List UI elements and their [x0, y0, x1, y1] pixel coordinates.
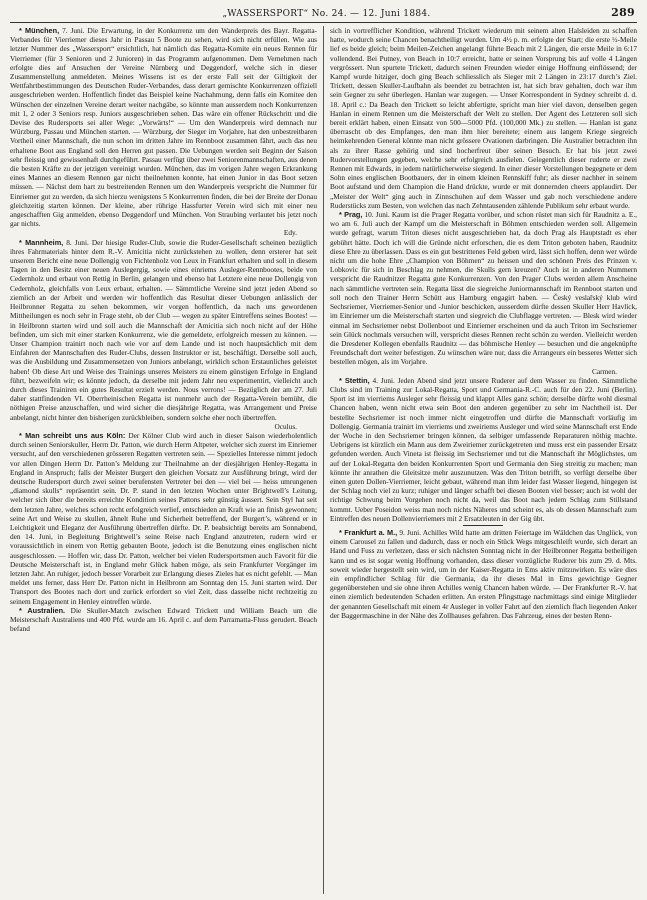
- article-stettin: [330, 376, 637, 523]
- article-body-prag: 10. Juni. Kaum ist die Prager Regatta vorüber, und schon rüstet man sich für Raudnitz a. E., wo am 6. Juli auch der Kampf um die Meisterschaft in Böhmen entschieden werden soll. Allgemein wurde gefragt, warum Triton dieses nicht ausgeschrieben hat, da doch Prag als Hauptstadt es eher gebührt hätte. Doch ich will die Gründe nicht erforschen, die es dem Triton geboten haben, Raudnitz diese Ehre zu überlassen. Dass es ein gut bestrittenes Feld geben wird, lässt sich hoffen, denn wer würde nicht um die hohe Ehre „Champion von Böhmen“ zu heissen und den schönen Preis des Prinzen v. Lobkovic für sich in Beschlag zu nehmen, die Skulls gern kreuzen? Auch ist in anderen Nummern verspricht die Raudnitzer Regatta gute Konkurrenzen. Von den Prager Clubs werden allem Anscheine nach sämmtliche vertreten sein. Regatta lässt die siegreiche Juniormannschaft im Rennboot starten und soll noch den Trainer Herrn Schütt aus Hamburg engagirt haben. — Český veslařský klub wird Sechsriemer, Vierriemer-Senior und -Junior beschicken, ausserdem dürfte dessen Skuller Herr Havlíck, im Einriemer um die Meisterschaft starten und siegreich die Clubflagge vertreten. — Blesk wird wieder einmal im Sechsriemer nebst Dollenboot und Einriemer erscheinen und da auch Triton im Sechsriemer sein Glück nochmals versuchen will, verspricht dieses Rennen recht schön zu werden. Vielleicht werden die Dresdener Kollegen ebenfalls Raudnitz — das böhmische Henley — besuchen und die angeknüpfte Freundschaft dort weiter befestigen. Zu wünschen wäre nur, dass die Arrangeurs ein besseres Wetter sich bestellen mögen, als im Vorjahre.: [329, 210, 637, 367]
- article-body-australien: Die Skuller-Match zwischen Edward Trickett und William Beach um die Meisterschaft Australiens und 400 Pfd. wurde am 16. April c. auf dem Parramatta-Fluss gerudert. Beach befand: [10, 605, 317, 634]
- article-australien: [10, 606, 317, 634]
- article-body-mannheim: 8. Juni. Der hiesige Ruder-Club, sowie die Ruder-Gesellschaft scheinen bezüglich ihres Fahrmaterials hinter dem R.-V. Amicitia nicht zurückstehen zu wollen, denn ersterer hat seit unserem Bericht eine neue Dollengig von Fichtenholz von Leux in Frankfurt erhalten und soll in diesem Tagen in den Besitz einer neuen Auslegergig, sowie eines einriems Ausleger-Rennbootes, beide von Cedernholz und erbaut von Rettig in Berlin, gelangen und ebenso hat Letztere eine neue Dollengig von Cedernholz, gleichfalls von Leux erbaut, erhalten. — Sämmtliche Vereine sind jetzt jeden Abend so ziemlich an der Arbeit und werden wir hoffentlich das Resultat dieser Uebungen anlässlich der Heilbronner Regatta zu sehen bekommen, wir vorgen hoffentlich, da nach uns gewordenen Mittheilungen es noch sehr in Frage steht, ob der Club — wegen zu später Eintreffens seines Bootes! — in Heilbronn starten wird und soll auch die Mannschaft der Amicitia sich noch nicht auf der Höhe befinden, um sich mit einer starken Konkurrenz, wie die gemeldete, erfolgreich messen zu können. — Unser Champion trainirt noch nach wie vor auf dem Lande und ist noch hauptsächlich mit dem Einfahren der Mannschaften des Ruder-Clubs, dessen Instruktor er ist, beschäftigt. Derselbe soll auch, was die Ausbildung und Zusammensetzen von Juniors anbelangt, wirklich schon Erstaunliches geleistet haben! Ob diese Art und Weise des Trainings unseres Meisters zu einem günstigen Erfolge in England führt, bezweifeln wir; es könnte jedoch, da derselbe mit jedem Jahr neu experimentirt, vielleicht auch durch dieses Trainiren ein gutes Resultat erzielt werden. Nous verrons! — Bezüglich der am 27. Juli daher stattfindenden VI. Oberrheinischen Regatta ist nunmehr auch der Regatta-Verein bemüht, die nöthigen Preise anzuschaffen, und wird sicher die diesjährige Regatta, was Arrangement und Preise anbelangt, nicht hinter den bisherigen zurückbleiben, sondern solche eher noch übertreffen.: [10, 237, 317, 422]
- article-koeln: [10, 431, 317, 606]
- article-head-stettin: * Stettin,: [338, 375, 370, 385]
- left-column: [10, 26, 317, 894]
- article-head-koeln: * Man schreibt uns aus Köln:: [19, 430, 126, 440]
- article-head-mannheim: * Mannheim,: [19, 237, 64, 247]
- columns: [10, 26, 637, 894]
- article-head-frankfurt: * Frankfurt a. M.,: [338, 527, 398, 537]
- page-number: 289: [611, 6, 635, 19]
- signature-mannheim: Oculus.: [274, 421, 297, 431]
- article-head-muenchen: * München,: [19, 26, 60, 35]
- article-body-frankfurt: 9. Juni. Achilles Wild hatte am dritten Feiertage im Wäldchen das Unglück, von einem Carousel zu fallen und dadurch, dass er noch ein Stück Wegs mitgeschleift wurde, sich derart an Hand und Fuss zu verletzen, dass er sich nächsten Sonntag nicht in der Heilbronner Regatta betheiligen kann und es ist sogar wenig Hoffnung vorhanden, dass dieser vorzügliche Ruderer bis zum 29. d. Mts. soweit wieder hergestellt sein wird, um in der Kaiser-Regatta in Ems aktiv mitzuwirken. Es wäre dies ein empfindlicher Schlag für die Germania, da ihr dieses Mal in Ems gewichtige Gegner gegenüberstehen und sie ohne ihren Achilles wenig Chancen haben würde. — Der Frankfurter R.-V. hat einen ziemlich bedeutenden Schaden erlitten. An ersten Pfingsttage nachmittags sind einige Mitglieder der genannten Gesellschaft mit einem 4r Ausleger in voller Fahrt auf den ziemlich flach liegenden Anker der Baggermaschine in der Nähe des Zollhauses gefahren. Das Fahrzeug, eines der besten Renn-: [329, 527, 637, 620]
- article-muenchen: [10, 26, 317, 228]
- article-prag: [330, 210, 637, 366]
- article-mannheim: [10, 238, 317, 422]
- page-header: [10, 6, 637, 20]
- article-frankfurt: [330, 528, 637, 620]
- article-australien-continued: sich in vortrefflicher Kondition, während Trickett wiederum mit seinem alten Halsleiden zu schaffen hatte, wodurch seine Chancen benachtheiligt wurden. Um 4½ p. m. erfolgte der Start; die erste ½-Meile lief es beide gleich; beim Meilen-Zeichen angelangt führte Beach mit 2 Längen, die erste Meile in 6:17 vollendend. Bei Putney, von Beach in 10:7 erreicht, hatte er seinen Vorsprung bis auf volle 4 Längen vergrössert. Nun spurtete Trickett, dadurch seinen Freunden wieder einige Hoffnung einflössend; der Kampf wurde hitziger, doch ging Beach schliesslich als Sieger mit 2 Längen in 23:17 durch’s Ziel. Trickett, dessen Skuller-Laufbahn als beendet zu betrachten ist, hat sich brav gehalten, doch war ihm sein Gegner zu sehr überlegen. Hanlan war zugegen. — Unser Korrespondent in Sydney schreibt d. d. 18. April c.: Da Beach den Trickett so leicht abfertigte, spricht man hier viel davon, denselben gegen Hanlan in einem Rennen um die Meisterschaft der Welt zu stellen. Der Agent des Letzteren soll sich bereit erklärt haben, einen Einsatz von 500—5000 Pfd. (100,000 Mk.) zu stellen. — Hanlan ist ganz überrascht ob des Empfanges, den man ihm hier bereitete; einem aus langem Kriege siegreich heimkehrenden General könnte man nicht grössere Ovationen darbringen. Die Australier betrachten ihn als zu ihrer Rasse gehörig und sind hocherfreut über seinen Besuch. Er hat bis jetzt zwei Rudervorstellungen gegeben, welche sehr erfolgreich ausfielen. Gelegentlich dieser ruderte er zwei Rennen mit Edwards, in jedem natürlicherweise siegend. In einer dieser Vorstellungen begegnete er dem Sohn eines englischen Bootbauers, der in einem kleinen Rennskiff fuhr; als dieser nachher in seinem Boot aufstand und dem Champion die Hand drückte, wurde er mit donnernden cheers applaudirt. Der „Meister der Welt“ ging auch in Zinnschuhen auf dem Wasser und gab noch verschiedene andere Ruderstücks zum Besten, von welchen das nach Zehntausenden zählende Publikum sehr erbaut wurde.: [329, 26, 637, 210]
- article-body-muenchen: 7. Juni. Die Erwartung, in der Konkurrenz um den Wanderpreis des Bayr. Regatta-Verbandes für Vierriemer dieses Jahr in Passau 5 Boote zu sehen, wird sich nicht erfüllen. Wie aus letzter Nummer des „Wassersport“ ersichtlich, hat nämlich das Regatta-Komite ein neues Rennen für Vierriemer (für 3 Senioren und 2 Junioren) in das Programm aufgenommen. Dem Vernehmen nach erfolgte dies auf Ansuchen der Vereine Nürnberg und Deggendorf, welche sich in dieser Zusammenstellung anmeldeten. Meines Wissens ist es der erste Fall seit der Giltigkeit der Wettfahrtbestimmungen des Deutschen Ruder-Verbandes, dass derart gemischte Konkurrenzen offiziell ausgeschrieben werden. Hoffentlich findet das Beispiel keine Nachahmung, denn falls ein Komitee den Wünschen der einzelnen Vereine derart weiter nachgäbe, so könnte man ausserdem noch Konkurrenzen mit 1, 2 oder 3 Seniors resp. Juniors ausgeschrieben sehen. Das wäre ein offener Rückschritt und die Devise des Rudersports sei aller Wege: „Vorwärts!“ — Um den Wanderpreis wird demnach nur Würzburg, Passau und München starten. — Würzburg, der Sieger im Vorjahre, hat den unbestreitbaren Vortheil einer Mannschaft, die nun schon im dritten Jahre im Rennboot zusammen fährt, auch das neu erhaltene Boot aus England soll den Herren gut passen. Die Uebungen werden seit Beginn der Saison sehr fleissig und gewissenhaft durchgeführt. Passau verfügt über zwei Seniorenmannschaften, aus denen die besten Kräfte zu der jetzigen vereinigt wurden. München, das im vorigen Jahre wegen Erkrankung eines Mannes an diesem Rennen gar nicht theilnehmen konnte, hat einen Junior in das Boot setzen müssen. — Nächst dem hart zu bestreitenden Rennen um den Wanderpreis verspricht die Nummer für Einriemer gut zu werden, da sich hierzu wenigstens 5 Konkurrenten finden, die bei der Breite der Donau gleichzeitig starten können. Der kleine, aber rührige Hassfurter Verein wird sich mit einer neu angeschafften Gig anmelden, ebenso Deggendorf und München. Von Straubing verlautet bis jetzt noch gar nichts.: [10, 26, 317, 229]
- article-head-australien: * Australien.: [19, 605, 66, 615]
- right-column: [330, 26, 637, 894]
- article-head-prag: * Prag,: [338, 210, 363, 220]
- signature-muenchen: Edy.: [283, 228, 297, 238]
- article-body-stettin: 4. Juni. Jeden Abend sind jetzt unsere Ruderer auf dem Wasser zu finden. Sämmtliche Clubs sind im Training zur Lokal-Regatta, Sport und Germania-R.-C. auch für den 22. Juni (Berlin). Sport ist im vierriems Ausleger sehr fleissig und klappt Alles ganz schön; derselbe dürfte wohl diesmal Chancen haben, wenn nicht etwa sein Boot den anderen gegenüber zu sehr im Nachtheil ist. Der bestellte Sechsriemer ist noch immer nicht eingetroffen und dürfte die Mannschaft vorläufig im Dollengig. Germania trainirt im vierriems und zweiriems Ausleger und wird seine Mannschaft erst Ende der Woche in den Sechsriemer bringen können, da selbiger umfassende Reparaturen nöthig machte. Uebrigens ist kürzlich ein Mann aus dem Zweiriemer zurückgetreten und muss erst ein passender Ersatz gefunden werden. Auch Vineta ist fleissig im Sechsriemer und tut die Mannschaft ihr Möglichstes, um auf der Lokal-Regatta den beiden Konkurrenten Sport und Germania den Sieg streitig zu machen; man könnte ihr anrathen die Gleitsitze mehr auszunutzen. Was den Triton betrifft, so verfügt derselbe über einen guten Dollen-Vierriemer, leicht gebaut, während man ihm leider fast Wasser liegend, hingegen ist der Schlag noch viel zu kurz; ruhiger und länger schafft bei diesen Booten viel besser; auch ist wohl der richtige Schwung beim Vorgehen noch nicht da, weil das Boot nach jedem Schlag zum Stillstand kommt. Ueber Poseidon weiss man noch nichts Näheres und scheint es, als ob dessen Mannschaft zum Eintreffen des neuen Dollenvierriemers mit 2 Ersatzleuten in der Gig übt.: [329, 375, 637, 523]
- column-divider: [323, 26, 324, 894]
- short-rule: [463, 525, 503, 526]
- header-rule: [10, 22, 637, 23]
- article-body-koeln: Der Kölner Club wird auch in dieser Saison wiederholentlich durch seinen Seniorskuller, Herrn Dr. Patton, wie durch Herrn Altpeter, welcher sich zuerst im Einriemer versucht, auf den verschiedenen grösseren Regatten vertreten sein. — Spezielles Interesse nimmt jedoch vor allen Dingen Herrn Dr. Patton’s Meldung zur Theilnahme an der diesjährigen Henley-Regatta in England in Anspruch; falls der Meister Burgert den gleichen Vorsatz zur Ausführung bringt, wird der deutsche Rudersport durch zwei seiner berufensten Vertreter bei den — viel bei — heiss umrungenen „diamond skulls“ repräsentirt sein. Dr. P. stand in den letzten Wochen unter Brightwell’s Leitung, welcher sich über die bereits erreichte Kondition seines Pattons sehr günstig äussert. Sein Styl hat seit dem letzten Jahre, welches schon recht erfolgreich verlief, entschieden an Kraft wie an finish gewonnen; seine Art und Weise zu skullen, ähnelt Ruhe und Sicherheit betreffend, der Burgert’s, während er in Leichtigkeit und Eleganz der Ausführung übertreffen dürfte. Dr. P. beabsichtigt bereits am Sonnabend, den 14. Juni, in Begleitung Brightwell’s seine Reise nach England anzutreten, rudern wird er voraussichtlich in einem von Rettig gebauten Boote, jedoch ist die Benutzung eines englischen nicht ausgeschlossen. — Hoffen wir, dass Dr. Patton, welcher bei vielen Rudersportsmen auch Favorit für die Deutsche Meisterschaft ist, in England mehr Glück haben möge, als sein Frankfurter Vorgänger im letzten Jahr. An ruhiger, jedoch besser Vorarbeit zur Erlangung dieses Zieles hat es nicht gefehlt. — Man meldet uns ferner, dass Herr Dr. Patton nicht in Heilbronn am Sonntag den 15. Juni starten wird. Der Transport des Bootes nach dort und zurück erfordert so viel Zeit, dass dasselbe nicht rechtzeitig zu seinem Engagement in Henley eintreffen würde.: [10, 430, 317, 606]
- running-title: „WASSERSPORT“ No. 24. — 12. Juni 1884.: [222, 9, 431, 19]
- signature-prag: Carmen.: [592, 366, 617, 376]
